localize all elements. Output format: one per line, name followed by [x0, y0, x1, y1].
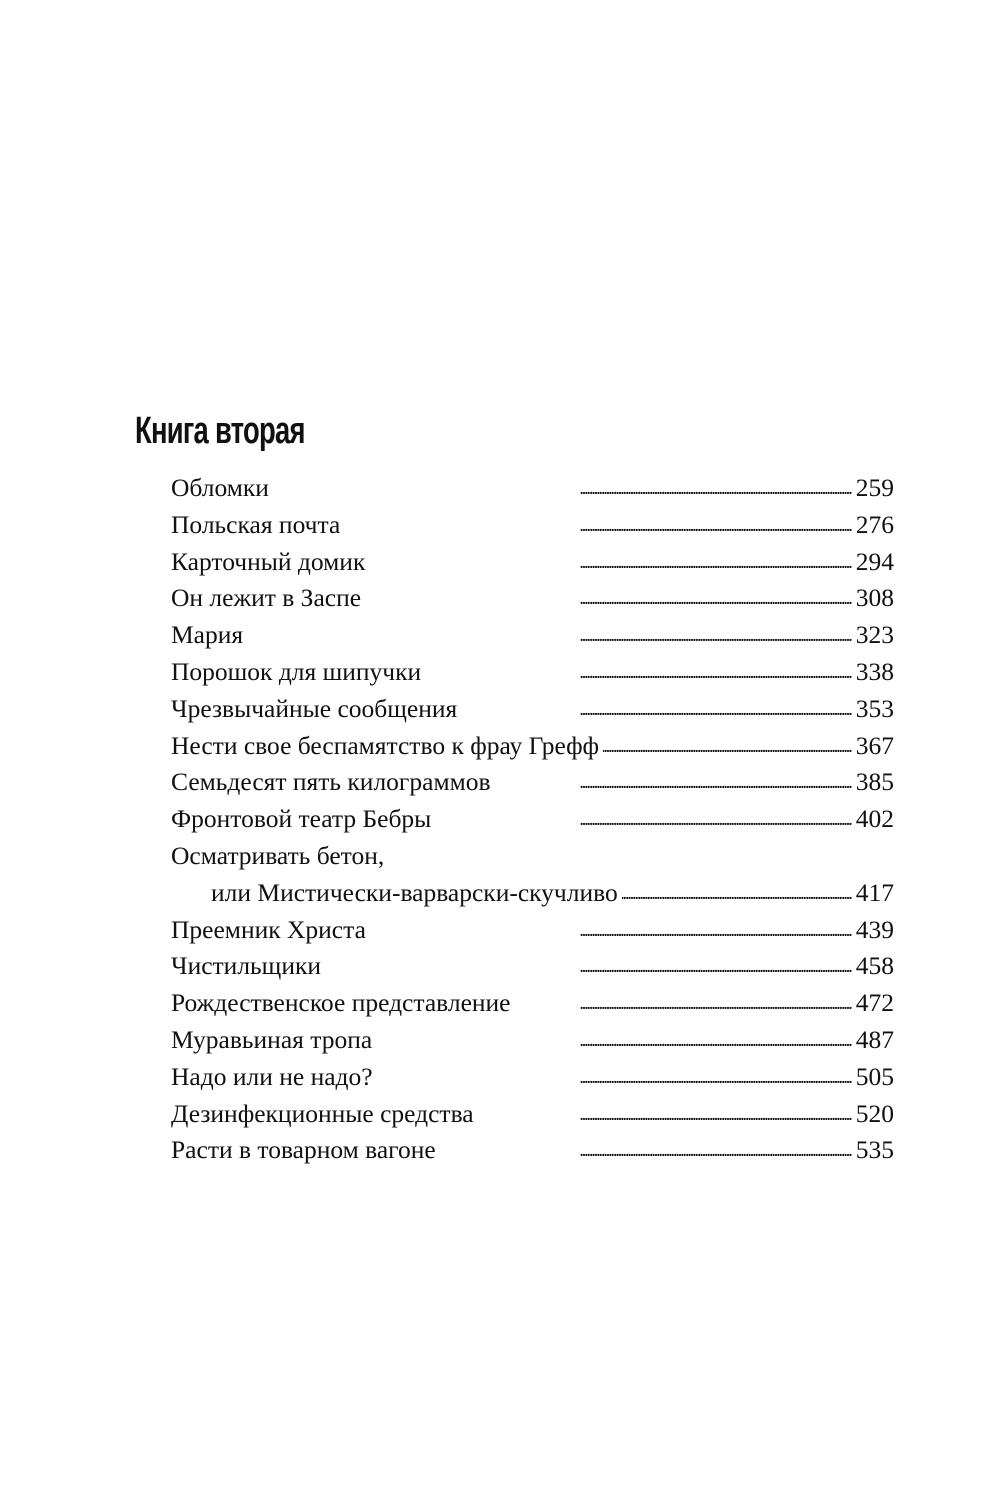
toc-entry-title: или Мистически-варварски-скучливо [211, 877, 618, 907]
dot-leader [603, 728, 852, 765]
dot-leader [344, 507, 851, 544]
toc-entry-title: Польская почта [171, 509, 341, 539]
dot-leader [515, 985, 852, 1022]
toc-entry-page: 308 [855, 583, 894, 613]
toc-entry-page: 294 [855, 546, 894, 576]
toc-entry-page: 417 [855, 877, 894, 907]
toc-entry-page: 367 [855, 730, 894, 760]
toc-entry [171, 985, 894, 1022]
dot-leader [369, 544, 851, 581]
toc-entry-page: 276 [855, 509, 894, 539]
dot-leader [325, 948, 852, 985]
table-of-contents [171, 470, 894, 1169]
dot-leader [376, 1022, 852, 1059]
toc-entry [171, 507, 894, 544]
toc-entry [171, 617, 894, 654]
dot-leader [435, 801, 851, 838]
toc-entry-page: 353 [855, 693, 894, 723]
dot-leader [440, 1132, 852, 1169]
toc-entry [171, 470, 894, 507]
toc-entry-title: Муравьиная тропа [171, 1024, 373, 1054]
toc-entry-page: 472 [855, 988, 894, 1018]
dot-leader [273, 470, 852, 507]
toc-entry [171, 544, 894, 581]
toc-entry [171, 580, 894, 617]
toc-entry [171, 728, 894, 765]
toc-entry [171, 1132, 894, 1169]
section-heading: Книга вторая [135, 410, 305, 452]
dot-leader [370, 912, 852, 949]
dot-leader [247, 617, 852, 654]
toc-entry-page: 259 [855, 473, 894, 502]
toc-entry-page: 520 [855, 1098, 894, 1128]
toc-entry [171, 1022, 894, 1059]
toc-entry-title: Чрезвычайные сообщения [171, 693, 458, 723]
toc-entry-title: Обломки [171, 473, 269, 502]
toc-entry-page: 338 [855, 656, 894, 686]
toc-entry [171, 654, 894, 691]
toc-entry-title: Осматривать бетон, [171, 840, 385, 870]
toc-entry [171, 838, 894, 875]
toc-entry-title: Фронтовой театр Бебры [171, 804, 432, 834]
toc-entry [171, 875, 894, 912]
toc-entry-page: 505 [855, 1061, 894, 1091]
toc-entry-page: 402 [855, 804, 894, 834]
toc-entry-title: Нести свое беспамятство к фрау Грефф [171, 730, 600, 760]
toc-entry-title: Дезинфекционные средства [171, 1098, 474, 1128]
toc-entry-title: Чистильщики [171, 951, 321, 981]
toc-entry-page: 487 [855, 1024, 894, 1054]
dot-leader [495, 764, 852, 801]
toc-entry-page: 439 [855, 914, 894, 944]
toc-entry [171, 1059, 894, 1096]
toc-entry-page: 535 [855, 1135, 894, 1165]
dot-leader [478, 1096, 852, 1133]
toc-entry-title: Надо или не надо? [171, 1061, 373, 1091]
toc-entry [171, 1096, 894, 1133]
dot-leader [377, 1059, 852, 1096]
toc-entry-title: Преемник Христа [171, 914, 366, 944]
toc-entry-page: 458 [855, 951, 894, 981]
toc-entry-title: Расти в товарном вагоне [171, 1135, 436, 1165]
toc-entry-title: Рождественское представление [171, 988, 511, 1018]
toc-entry-title: Семьдесят пять килограммов [171, 767, 491, 797]
toc-entry [171, 801, 894, 838]
toc-entry-title: Мария [171, 620, 244, 650]
dot-leader [622, 875, 852, 912]
dot-leader [425, 654, 852, 691]
toc-entry [171, 912, 894, 949]
toc-entry [171, 764, 894, 801]
toc-entry [171, 691, 894, 728]
dot-leader [365, 580, 852, 617]
dot-leader [461, 691, 852, 728]
toc-entry-title: Он лежит в Заспе [171, 583, 362, 613]
toc-entry-title: Порошок для шипучки [171, 656, 422, 686]
toc-entry-page: 385 [855, 767, 894, 797]
toc-entry-page: 323 [855, 620, 894, 650]
toc-entry [171, 948, 894, 985]
toc-entry-title: Карточный домик [171, 546, 366, 576]
